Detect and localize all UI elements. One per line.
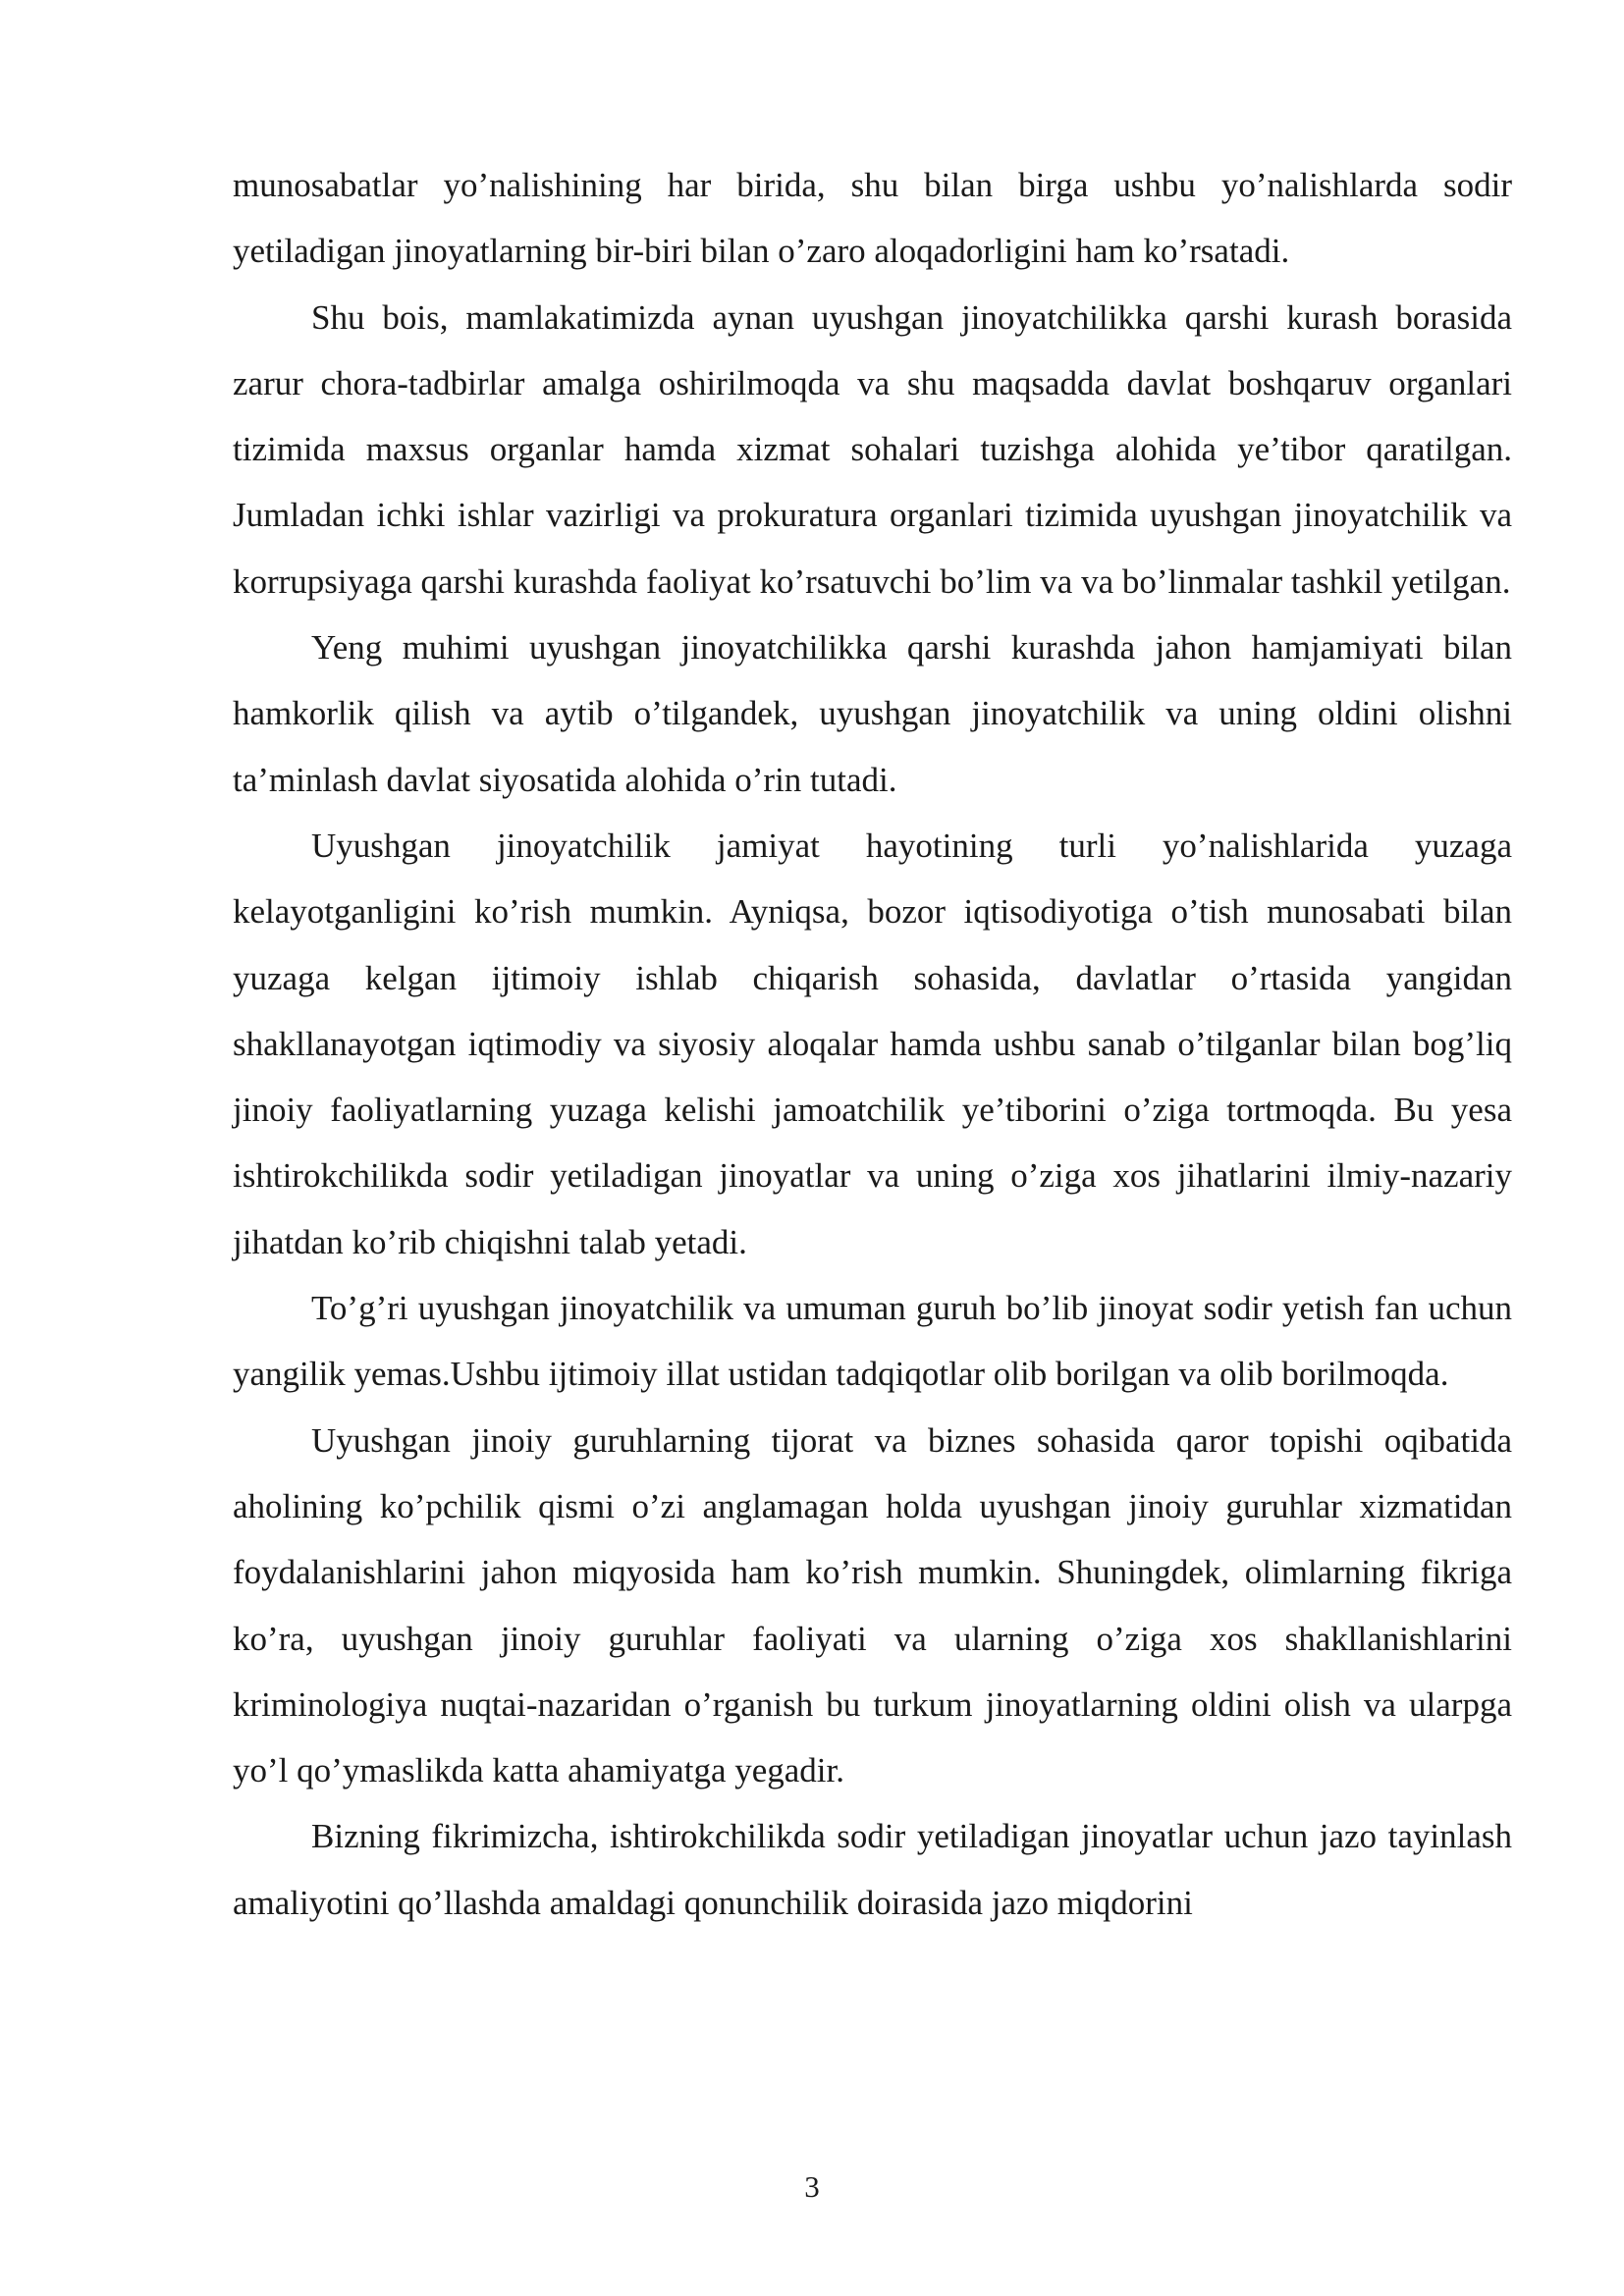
paragraph: Uyushgan jinoyatchilik jamiyat hayotining turli yo’nalishlarida yuzaga kelayotganligini ko’rish mumkin. Ayniqsa, bozor iqtisodiyotiga o’tish munosabati bilan yuzaga kelgan ijtimoiy ishlab chiqarish sohasida, davlatlar o’rtasida yangidan shakllanayotgan iqtimodiy va siyosiy aloqalar hamda ushbu sanab o’tilganlar bilan bog’liq jinoiy faoliyatlarning yuzaga kelishi jamoatchilik ye’tiborini o’ziga tortmoqda. Bu yesa ishtirokchilikda sodir yetiladigan jinoyatlar va uning o’ziga xos jihatlarini ilmiy-nazariy jihatdan ko’rib chiqishni talab yetadi.: [233, 826, 1512, 1261]
body-text: [233, 152, 1512, 1936]
paragraph-continuation: munosabatlar yo’nalishining har birida, shu bilan birga ushbu yo’nalishlarda sodir yetiladigan jinoyatlarning bir-biri bilan o’zaro aloqadorligini ham ko’rsatadi.: [233, 166, 1512, 271]
paragraph: Shu bois, mamlakatimizda aynan uyushgan jinoyatchilikka qarshi kurash borasida zarur chora-tadbirlar amalga oshirilmoqda va shu maqsadda davlat boshqaruv organlari tizimida maxsus organlar hamda xizmat sohalari tuzishga alohida ye’tibor qaratilgan. Jumladan ichki ishlar vazirligi va prokuratura organlari tizimida uyushgan jinoyatchilik va korrupsiyaga qarshi kurashda faoliyat ko’rsatuvchi bo’lim va va bo’linmalar tashkil yetilgan.: [233, 297, 1512, 601]
page-number: 3: [804, 2169, 820, 2204]
paragraph: Yeng muhimi uyushgan jinoyatchilikka qarshi kurashda jahon hamjamiyati bilan hamkorlik qilish va aytib o’tilgandek, uyushgan jinoyatchilik va uning oldini olishni ta’minlash davlat siyosatida alohida o’rin tutadi.: [233, 628, 1512, 799]
paragraph: Bizning fikrimizcha, ishtirokchilikda sodir yetiladigan jinoyatlar uchun jazo tayinlash amaliyotini qo’llashda amaldagi qonunchilik doirasida jazo miqdorini: [233, 1817, 1512, 1922]
paragraph: Uyushgan jinoiy guruhlarning tijorat va biznes sohasida qaror topishi oqibatida aholining ko’pchilik qismi o’zi anglamagan holda uyushgan jinoiy guruhlar xizmatidan foydalanishlarini jahon miqyosida ham ko’rish mumkin. Shuningdek, olimlarning fikriga ko’ra, uyushgan jinoiy guruhlar faoliyati va ularning o’ziga xos shakllanishlarini kriminologiya nuqtai-nazaridan o’rganish bu turkum jinoyatlarning oldini olish va ularpga yo’l qo’ymaslikda katta ahamiyatga yegadir.: [233, 1420, 1512, 1790]
paragraph: To’g’ri uyushgan jinoyatchilik va umuman guruh bo’lib jinoyat sodir yetish fan uchun yangilik yemas.Ushbu ijtimoiy illat ustidan tadqiqotlar olib borilgan va olib borilmoqda.: [233, 1289, 1512, 1394]
